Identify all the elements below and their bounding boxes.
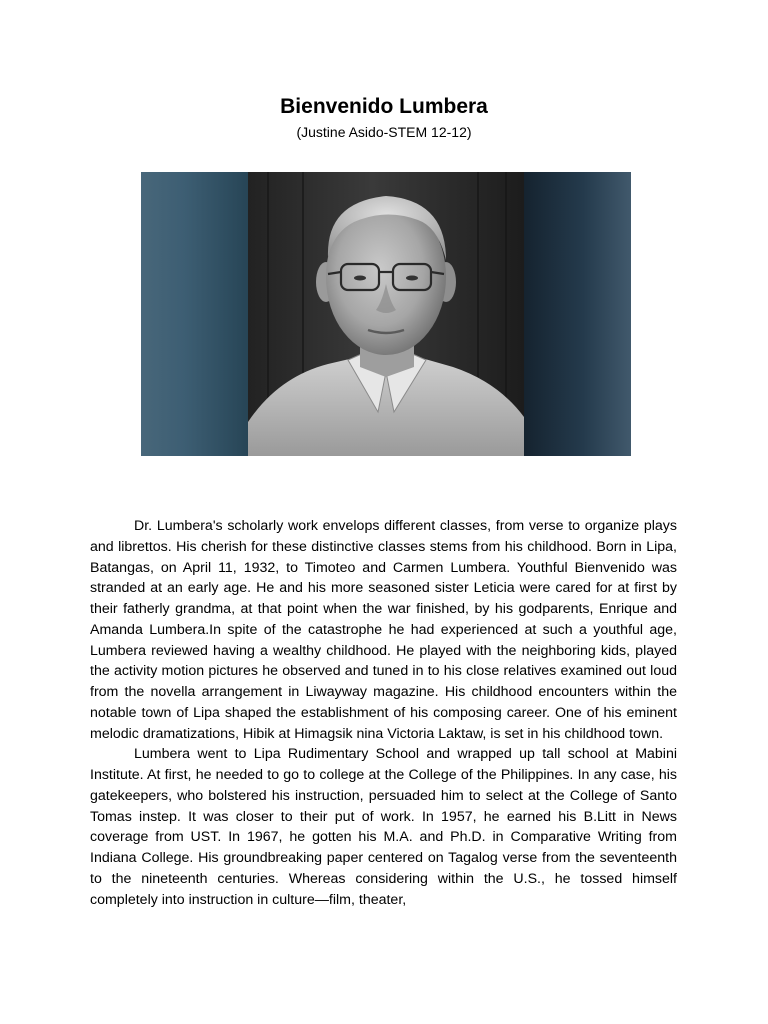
photo-right-panel <box>524 172 631 456</box>
portrait-image <box>248 172 524 456</box>
paragraph-1: Dr. Lumbera's scholarly work envelops different classes, from verse to organize plays and librettos. His cherish for these distinctive classes stems from his childhood. Born in Lipa, Batangas, on April 11, 1932, to Timoteo and Carmen Lumbera. Youthful Bienvenido was stranded at an early age. He and his more seasoned sister Leticia were cared for at first by their fatherly grandma, at that point when the war finished, by his godparents, Enrique and Amanda Lumbera.In spite of the catastrophe he had experienced at such a youthful age, Lumbera reviewed having a wealthy childhood. He played with the neighboring kids, played the activity motion pictures he observed and tuned in to his close relatives examined out loud from the novella arrangement in Liwayway magazine. His childhood encounters within the notable town of Lipa shaped the establishment of his composing career. One of his eminent melodic dramatizations, Hibik at Himagsik nina Victoria Laktaw, is set in his childhood town. <box>90 518 677 742</box>
body-text <box>90 516 677 910</box>
document-title: Bienvenido Lumbera <box>280 95 488 118</box>
paragraph-2: Lumbera went to Lipa Rudimentary School and wrapped up tall school at Mabini Institute. At first, he needed to go to college at the College of the Philippines. In any case, his gatekeepers, who bolstered his instruction, persuaded him to select at the College of Santo Tomas instep. It was closer to their put of work. In 1957, he earned his B.Litt in News coverage from UST. In 1967, he gotten his M.A. and Ph.D. in Comparative Writing from Indiana College. His groundbreaking paper centered on Tagalog verse from the seventeenth to the nineteenth centuries. Whereas considering within the U.S., he tossed himself completely into instruction in culture—film, theater, <box>90 746 677 908</box>
portrait-photo <box>141 172 631 456</box>
photo-left-panel <box>141 172 248 456</box>
document-subtitle: (Justine Asido-STEM 12-12) <box>296 124 472 140</box>
